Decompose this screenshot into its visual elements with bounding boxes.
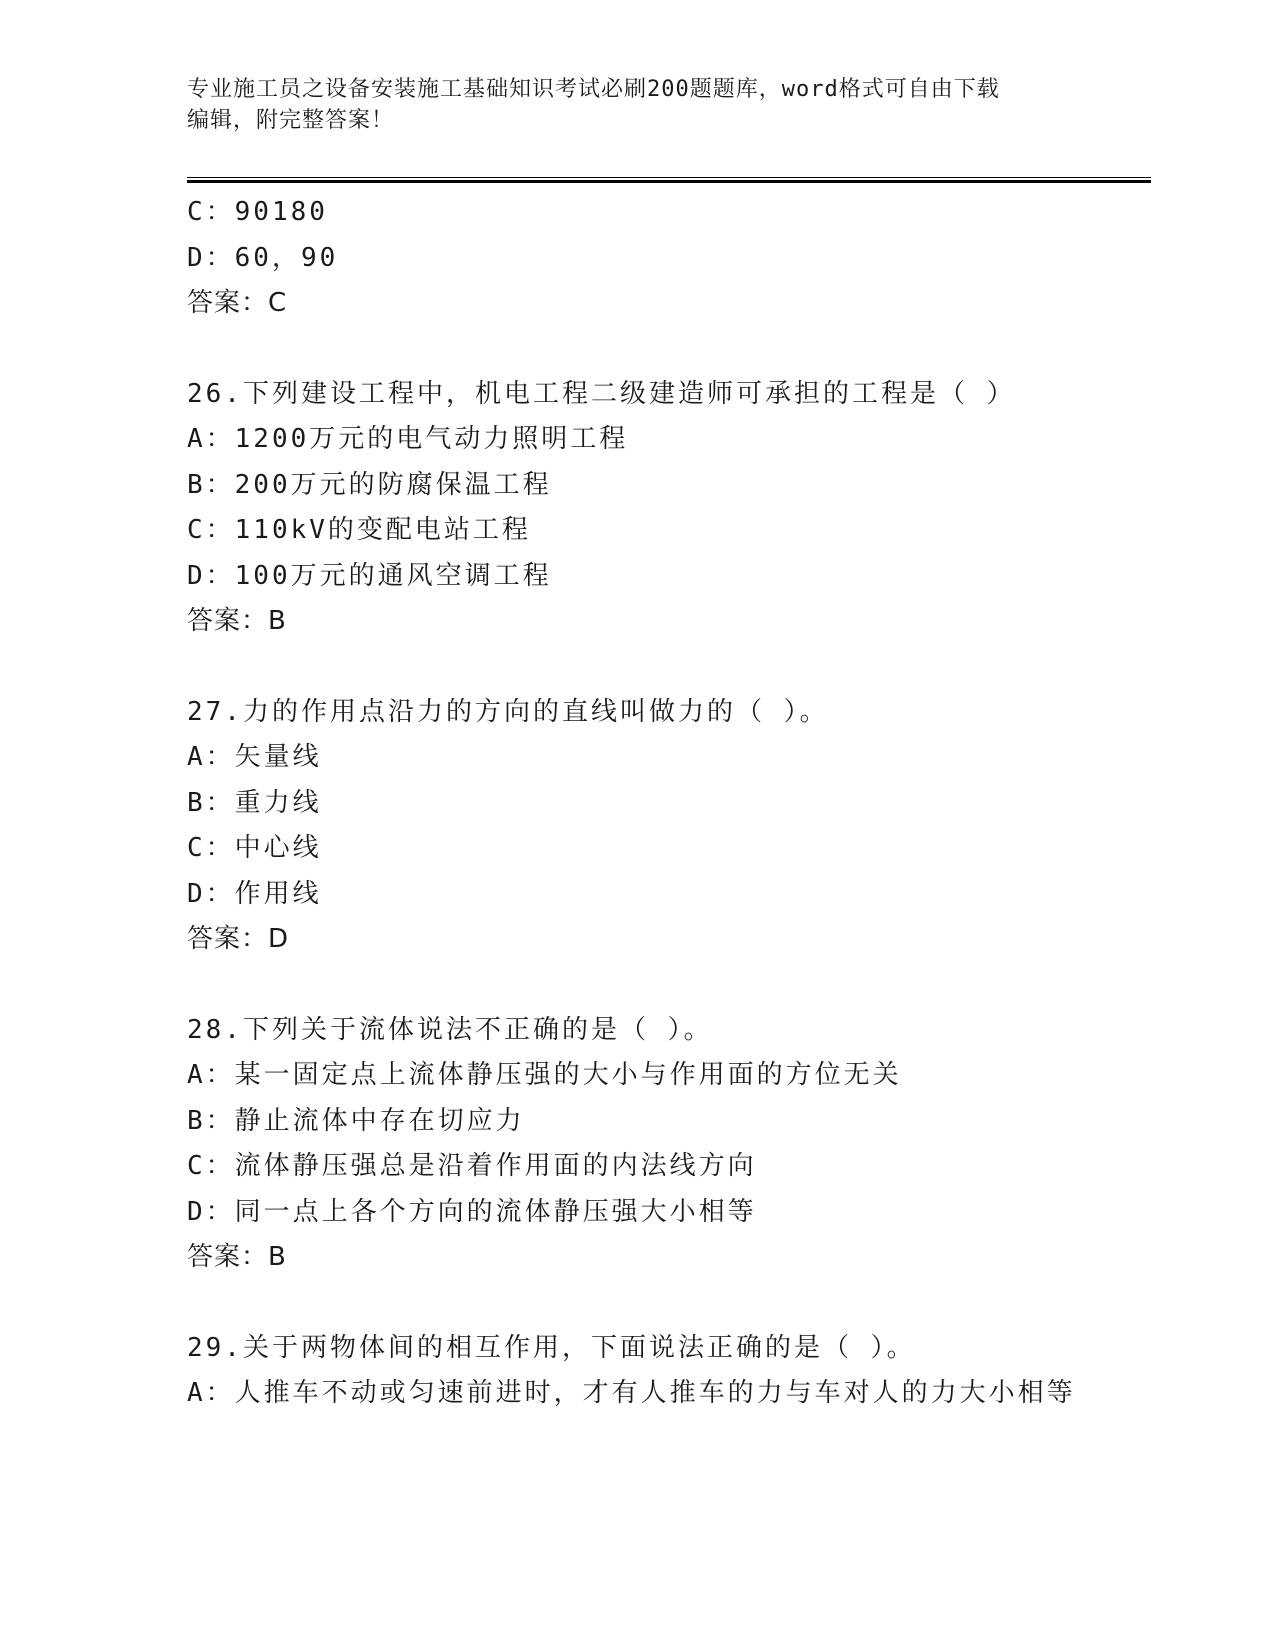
question-gap	[187, 963, 1151, 1008]
question-26	[187, 372, 1151, 645]
header-rule-thin	[187, 177, 1151, 178]
question-stem: 26.下列建设工程中，机电工程二级建造师可承担的工程是（ ）	[187, 378, 1016, 409]
header-title-line-1: 专业施工员之设备安装施工基础知识考试必刷200题题库，word格式可自由下载	[187, 77, 1000, 102]
option-d: D：60，90	[187, 242, 339, 273]
question-stem: 28.下列关于流体说法不正确的是（ ）。	[187, 1014, 713, 1045]
header-title-line-2: 编辑，附完整答案！	[187, 108, 395, 133]
option-d: D：作用线	[187, 878, 322, 909]
option-c: C：流体静压强总是沿着作用面的内法线方向	[187, 1151, 757, 1181]
previous-question-tail	[187, 190, 1151, 327]
option-b: B：200万元的防腐保温工程	[187, 469, 552, 500]
question-27	[187, 690, 1151, 963]
option-c: C：中心线	[187, 833, 322, 863]
option-d: D：100万元的通风空调工程	[187, 560, 552, 591]
option-a: A：人推车不动或匀速前进时，才有人推车的力与车对人的力大小相等	[187, 1378, 1076, 1408]
question-stem: 29.关于两物体间的相互作用，下面说法正确的是（ ）。	[187, 1332, 916, 1363]
option-b: B：重力线	[187, 787, 322, 818]
question-gap	[187, 645, 1151, 690]
option-c: C：90180	[187, 197, 328, 227]
option-d: D：同一点上各个方向的流体静压强大小相等	[187, 1196, 757, 1227]
question-28	[187, 1008, 1151, 1281]
option-c: C：110kV的变配电站工程	[187, 515, 531, 545]
answer-line: 答案：C	[187, 288, 288, 318]
option-a: A：1200万元的电气动力照明工程	[187, 424, 629, 454]
document-header	[187, 74, 1087, 136]
question-list	[187, 190, 1151, 1417]
answer-line: 答案：B	[187, 606, 287, 636]
option-a: A：某一固定点上流体静压强的大小与作用面的方位无关	[187, 1060, 902, 1090]
option-a: A：矢量线	[187, 742, 322, 772]
answer-line: 答案：D	[187, 924, 290, 954]
question-gap	[187, 327, 1151, 372]
question-gap	[187, 1281, 1151, 1326]
header-rule-thick	[187, 180, 1151, 183]
option-b: B：静止流体中存在切应力	[187, 1105, 525, 1136]
question-29	[187, 1326, 1151, 1417]
answer-line: 答案：B	[187, 1242, 287, 1272]
question-stem: 27.力的作用点沿力的方向的直线叫做力的（ ）。	[187, 696, 829, 727]
